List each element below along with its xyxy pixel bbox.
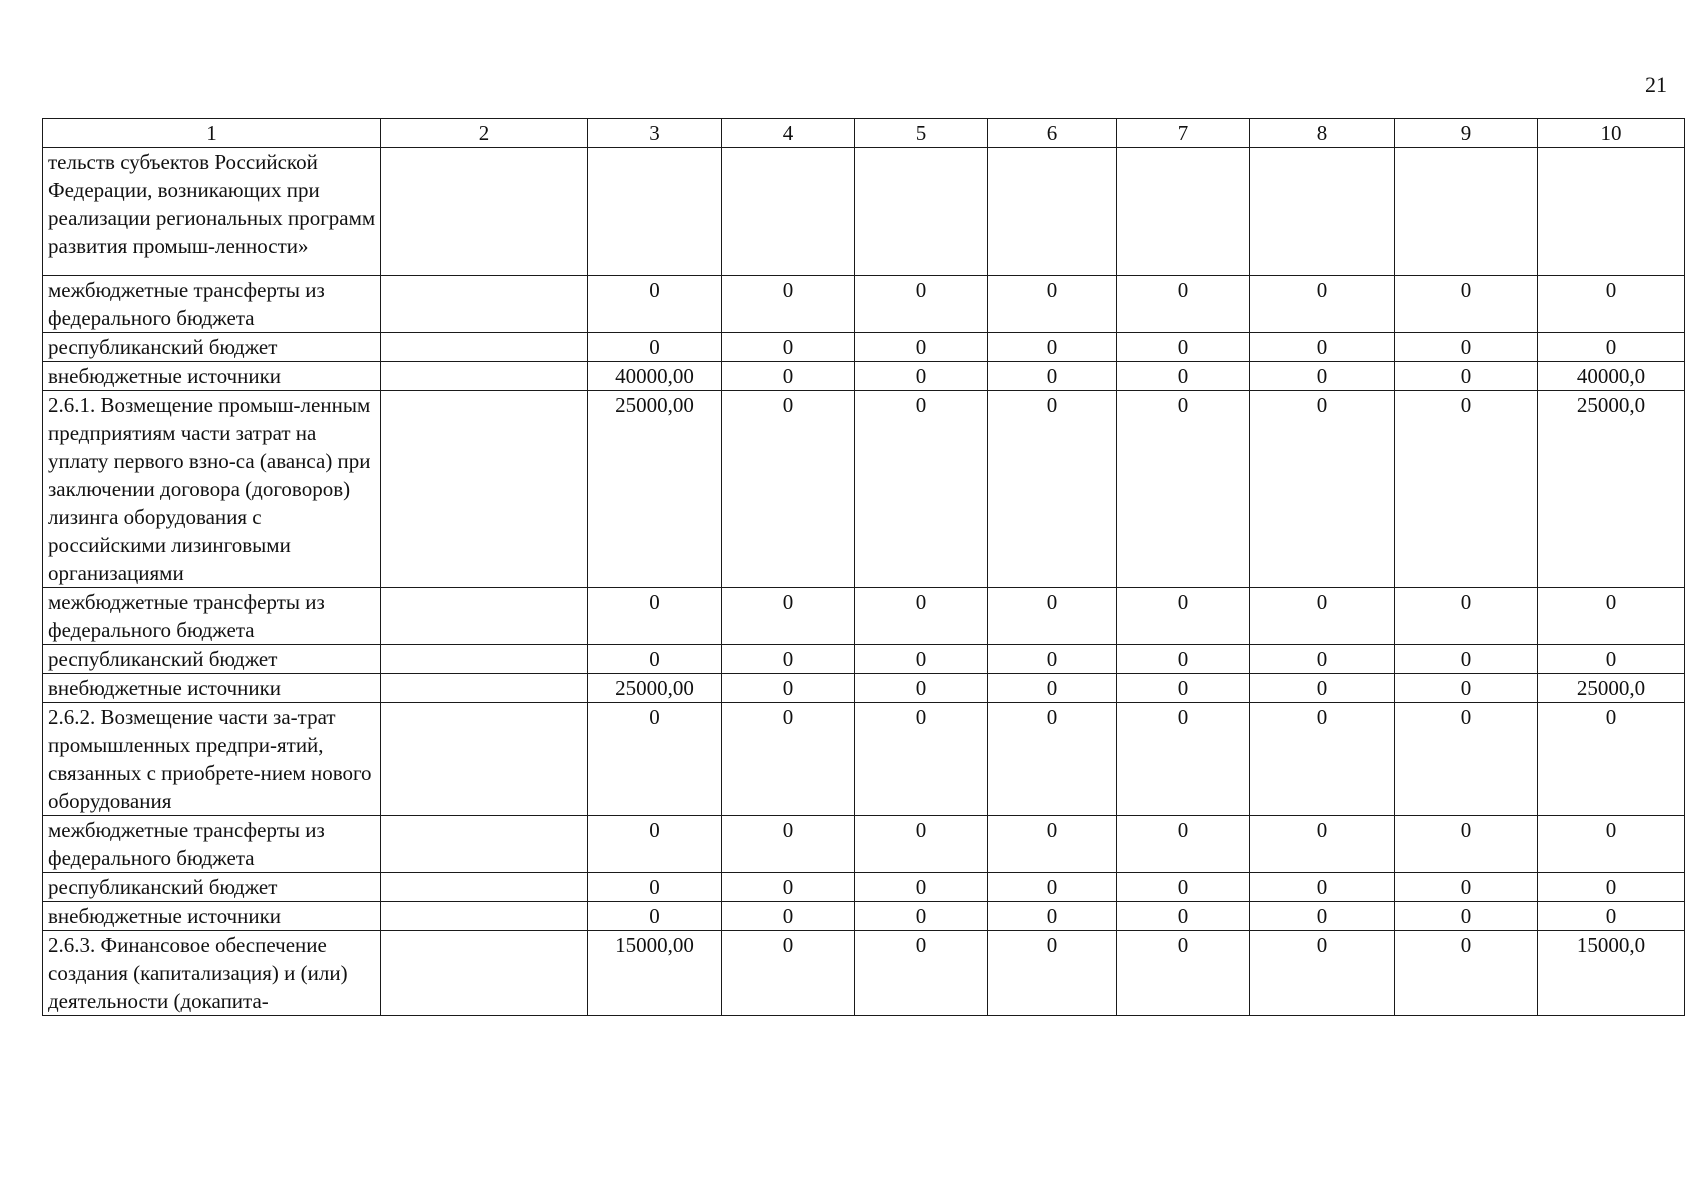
value-cell-col7: 0 xyxy=(1117,391,1250,588)
row-label: межбюджетные трансферты из федерального бюджета xyxy=(43,276,381,333)
value-cell-col4: 0 xyxy=(722,816,855,873)
page-number: 21 xyxy=(1645,72,1667,97)
column-header-7: 7 xyxy=(1117,119,1250,148)
budget-table xyxy=(42,118,1685,1016)
table-body xyxy=(43,148,1685,1016)
row-label: 2.6.1. Возмещение промыш-ленным предприятиям части затрат на уплату первого взно-са (аванса) при заключении договора (договоров) лизинга оборудования с российскими лизинговыми организациями xyxy=(43,391,381,588)
value-cell-col10: 0 xyxy=(1538,276,1685,333)
row-label: внебюджетные источники xyxy=(43,902,381,931)
value-cell-col9: 0 xyxy=(1395,391,1538,588)
value-cell-col5: 0 xyxy=(855,645,988,674)
value-cell-col6: 0 xyxy=(988,816,1117,873)
row-label: внебюджетные источники xyxy=(43,362,381,391)
table-row xyxy=(43,645,1685,674)
row-label: внебюджетные источники xyxy=(43,674,381,703)
value-cell-col6: 0 xyxy=(988,931,1117,1016)
value-cell-col5: 0 xyxy=(855,362,988,391)
value-cell-col7 xyxy=(1117,148,1250,276)
row-col2 xyxy=(381,391,588,588)
value-cell-col4: 0 xyxy=(722,645,855,674)
value-cell-col5: 0 xyxy=(855,931,988,1016)
row-col2 xyxy=(381,902,588,931)
value-cell-col9: 0 xyxy=(1395,645,1538,674)
value-cell-col3: 0 xyxy=(588,588,722,645)
value-cell-col5: 0 xyxy=(855,391,988,588)
value-cell-col10: 0 xyxy=(1538,816,1685,873)
value-cell-col7: 0 xyxy=(1117,931,1250,1016)
value-cell-col3: 0 xyxy=(588,902,722,931)
value-cell-col7: 0 xyxy=(1117,588,1250,645)
table-row xyxy=(43,873,1685,902)
value-cell-col8: 0 xyxy=(1250,391,1395,588)
value-cell-col9: 0 xyxy=(1395,703,1538,816)
value-cell-col9: 0 xyxy=(1395,816,1538,873)
value-cell-col4: 0 xyxy=(722,873,855,902)
value-cell-col10: 0 xyxy=(1538,873,1685,902)
row-col2 xyxy=(381,674,588,703)
value-cell-col10: 0 xyxy=(1538,588,1685,645)
row-col2 xyxy=(381,816,588,873)
value-cell-col8: 0 xyxy=(1250,276,1395,333)
value-cell-col3: 0 xyxy=(588,873,722,902)
value-cell-col4: 0 xyxy=(722,931,855,1016)
value-cell-col9: 0 xyxy=(1395,674,1538,703)
value-cell-col4: 0 xyxy=(722,391,855,588)
row-col2 xyxy=(381,703,588,816)
value-cell-col4: 0 xyxy=(722,362,855,391)
value-cell-col5: 0 xyxy=(855,276,988,333)
value-cell-col8: 0 xyxy=(1250,645,1395,674)
value-cell-col5: 0 xyxy=(855,902,988,931)
value-cell-col9: 0 xyxy=(1395,931,1538,1016)
column-header-6: 6 xyxy=(988,119,1117,148)
value-cell-col6 xyxy=(988,148,1117,276)
row-label: межбюджетные трансферты из федерального бюджета xyxy=(43,588,381,645)
row-col2 xyxy=(381,873,588,902)
value-cell-col6: 0 xyxy=(988,333,1117,362)
row-col2 xyxy=(381,148,588,276)
column-header-1: 1 xyxy=(43,119,381,148)
row-label: межбюджетные трансферты из федерального бюджета xyxy=(43,816,381,873)
table-row xyxy=(43,588,1685,645)
value-cell-col7: 0 xyxy=(1117,333,1250,362)
value-cell-col10: 40000,0 xyxy=(1538,362,1685,391)
value-cell-col10: 25000,0 xyxy=(1538,391,1685,588)
table-row xyxy=(43,391,1685,588)
value-cell-col8: 0 xyxy=(1250,362,1395,391)
value-cell-col10: 25000,0 xyxy=(1538,674,1685,703)
value-cell-col3: 0 xyxy=(588,816,722,873)
value-cell-col5: 0 xyxy=(855,703,988,816)
row-col2 xyxy=(381,276,588,333)
column-header-8: 8 xyxy=(1250,119,1395,148)
table-row xyxy=(43,362,1685,391)
value-cell-col3: 15000,00 xyxy=(588,931,722,1016)
value-cell-col8: 0 xyxy=(1250,816,1395,873)
header-row xyxy=(43,119,1685,148)
column-header-9: 9 xyxy=(1395,119,1538,148)
column-header-4: 4 xyxy=(722,119,855,148)
table-row xyxy=(43,276,1685,333)
table-row xyxy=(43,703,1685,816)
value-cell-col10: 0 xyxy=(1538,645,1685,674)
value-cell-col4: 0 xyxy=(722,902,855,931)
value-cell-col6: 0 xyxy=(988,902,1117,931)
row-col2 xyxy=(381,333,588,362)
value-cell-col8 xyxy=(1250,148,1395,276)
value-cell-col8: 0 xyxy=(1250,873,1395,902)
value-cell-col6: 0 xyxy=(988,645,1117,674)
value-cell-col3: 40000,00 xyxy=(588,362,722,391)
value-cell-col9: 0 xyxy=(1395,333,1538,362)
value-cell-col7: 0 xyxy=(1117,703,1250,816)
value-cell-col5: 0 xyxy=(855,873,988,902)
value-cell-col3: 0 xyxy=(588,276,722,333)
table-row xyxy=(43,902,1685,931)
value-cell-col5: 0 xyxy=(855,588,988,645)
value-cell-col10: 0 xyxy=(1538,902,1685,931)
value-cell-col6: 0 xyxy=(988,362,1117,391)
table-row xyxy=(43,816,1685,873)
row-col2 xyxy=(381,931,588,1016)
value-cell-col9: 0 xyxy=(1395,588,1538,645)
row-label: республиканский бюджет xyxy=(43,333,381,362)
value-cell-col4: 0 xyxy=(722,276,855,333)
value-cell-col8: 0 xyxy=(1250,703,1395,816)
value-cell-col6: 0 xyxy=(988,588,1117,645)
value-cell-col4: 0 xyxy=(722,333,855,362)
value-cell-col3 xyxy=(588,148,722,276)
value-cell-col10 xyxy=(1538,148,1685,276)
row-label: республиканский бюджет xyxy=(43,645,381,674)
row-col2 xyxy=(381,588,588,645)
value-cell-col7: 0 xyxy=(1117,362,1250,391)
value-cell-col6: 0 xyxy=(988,674,1117,703)
value-cell-col8: 0 xyxy=(1250,588,1395,645)
value-cell-col5: 0 xyxy=(855,674,988,703)
value-cell-col8: 0 xyxy=(1250,931,1395,1016)
value-cell-col10: 0 xyxy=(1538,333,1685,362)
value-cell-col4 xyxy=(722,148,855,276)
value-cell-col3: 0 xyxy=(588,645,722,674)
value-cell-col6: 0 xyxy=(988,276,1117,333)
row-col2 xyxy=(381,362,588,391)
value-cell-col10: 0 xyxy=(1538,703,1685,816)
value-cell-col6: 0 xyxy=(988,391,1117,588)
value-cell-col7: 0 xyxy=(1117,902,1250,931)
value-cell-col7: 0 xyxy=(1117,873,1250,902)
value-cell-col7: 0 xyxy=(1117,276,1250,333)
value-cell-col5 xyxy=(855,148,988,276)
row-label: 2.6.2. Возмещение части за-трат промышленных предпри-ятий, связанных с приобрете-нием нового оборудования xyxy=(43,703,381,816)
value-cell-col9: 0 xyxy=(1395,362,1538,391)
column-header-5: 5 xyxy=(855,119,988,148)
value-cell-col3: 25000,00 xyxy=(588,674,722,703)
value-cell-col7: 0 xyxy=(1117,645,1250,674)
row-col2 xyxy=(381,645,588,674)
row-label: республиканский бюджет xyxy=(43,873,381,902)
value-cell-col4: 0 xyxy=(722,588,855,645)
value-cell-col6: 0 xyxy=(988,873,1117,902)
table-row xyxy=(43,333,1685,362)
value-cell-col8: 0 xyxy=(1250,333,1395,362)
value-cell-col7: 0 xyxy=(1117,816,1250,873)
value-cell-col7: 0 xyxy=(1117,674,1250,703)
value-cell-col4: 0 xyxy=(722,674,855,703)
table-row xyxy=(43,931,1685,1016)
table-row xyxy=(43,674,1685,703)
row-label: 2.6.3. Финансовое обеспечение создания (капитализация) и (или) деятельности (докапита- xyxy=(43,931,381,1016)
value-cell-col10: 15000,0 xyxy=(1538,931,1685,1016)
value-cell-col3: 25000,00 xyxy=(588,391,722,588)
value-cell-col9 xyxy=(1395,148,1538,276)
value-cell-col8: 0 xyxy=(1250,902,1395,931)
table-row xyxy=(43,148,1685,276)
value-cell-col8: 0 xyxy=(1250,674,1395,703)
column-header-3: 3 xyxy=(588,119,722,148)
column-header-10: 10 xyxy=(1538,119,1685,148)
value-cell-col4: 0 xyxy=(722,703,855,816)
row-label: тельств субъектов Российской Федерации, возникающих при реализации региональных программ развития промыш-ленности» xyxy=(43,148,381,276)
value-cell-col3: 0 xyxy=(588,703,722,816)
value-cell-col6: 0 xyxy=(988,703,1117,816)
value-cell-col9: 0 xyxy=(1395,902,1538,931)
value-cell-col5: 0 xyxy=(855,333,988,362)
value-cell-col5: 0 xyxy=(855,816,988,873)
value-cell-col3: 0 xyxy=(588,333,722,362)
value-cell-col9: 0 xyxy=(1395,873,1538,902)
column-header-2: 2 xyxy=(381,119,588,148)
value-cell-col9: 0 xyxy=(1395,276,1538,333)
